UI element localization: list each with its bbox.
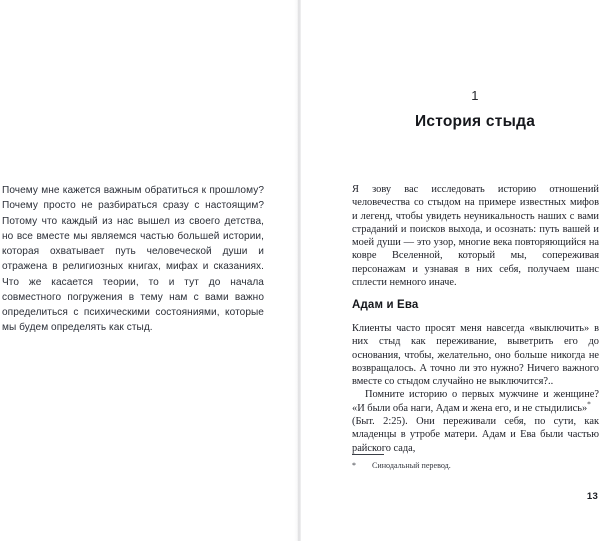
- chapter-number: 1: [471, 88, 479, 103]
- section-heading-adam-i-eva: Адам и Ева: [352, 299, 419, 311]
- intro-paragraph: Я зову вас исследовать историю отношений человечества со стыдом на примере известных мифов и легенд, чтобы увидеть неуникальность наших с вами страданий и поисков выхода, и осознать: путь вашей и моей души — это узор, многие века повторяющийся на ковре Вселенной, который мы, сопереживая персонажам и узнавая в них себя, получаем шанс сплести немного иначе.: [352, 184, 599, 289]
- page-number-folio: 13: [586, 491, 598, 502]
- footnote-reference-marker[interactable]: *: [587, 399, 591, 409]
- footnote-star-icon: *: [352, 461, 356, 470]
- right-page-intro-text: [352, 183, 599, 289]
- footnote-text: Синодальный перевод.: [372, 461, 451, 470]
- chapter-title: История стыда: [414, 113, 536, 130]
- section-paragraph-2-text: Помните историю о первых мужчине и женщине? «И были оба наги, Адам и жена его, и не стыдились»: [352, 389, 599, 414]
- footnote: [352, 460, 599, 471]
- left-page-body-text: [2, 183, 264, 336]
- section-paragraph-2: [352, 388, 599, 415]
- right-page-section-text: [352, 322, 599, 455]
- left-paragraph: Почему мне кажется важным обратиться к прошлому? Почему просто не разбираться сразу с настоящим? Потому что каждый из нас вышел из своего детства, но все вместе мы являемся частью большей истории, которая охватывает путь человеческой души и отражена в религиозных книгах, мифах и сказаниях. Что же касается теории, то и тут до начала совместного погружения в тему нам с вами важно определиться с психическими состояниями, которые мы будем определять как стыд.: [2, 185, 264, 334]
- left-page: [0, 0, 299, 541]
- footnote-separator-rule: [352, 454, 384, 455]
- section-paragraph-1: Клиенты часто просят меня навсегда «выключить» в них стыд как переживание, выветрить его до основания, чтобы, желательно, оно больше никогда не возвращалось. А точно ли это нужно? Ничего важного вместе со стыдом случайно не выключится?..: [352, 323, 599, 388]
- section-paragraph-3: (Быт. 2:25). Они переживали себя, по сути, как младенцы в утробе матери. Адам и Ева были частью райского сада,: [352, 416, 599, 454]
